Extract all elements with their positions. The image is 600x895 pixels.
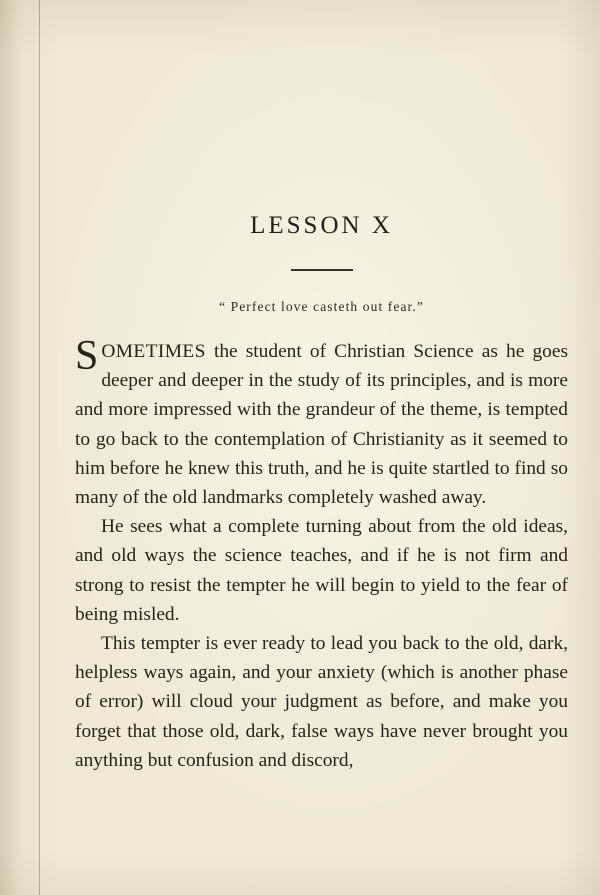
paragraph-2: He sees what a complete turning about from the old ideas, and old ways the science teaches, and if he is not firm and strong to resist the tempter he will begin to yield to the fear of being misled. (75, 516, 568, 625)
paragraph-1 (75, 333, 568, 512)
page-title: LESSON X (250, 212, 393, 239)
page-gutter-shadow (39, 0, 40, 895)
drop-cap: S (75, 333, 99, 379)
page-content (75, 0, 568, 895)
paragraph-1-text: the student of Christian Science as he goes deeper and deeper in the study of its principles, and is more and more impressed with the grandeur of the theme, is tempted to go back to the contemplation of Christianity as it seemed to him before he knew this truth, and he is quite startled to find so many of the old landmarks completely washed away. (75, 341, 568, 509)
epigraph-quote: “ Perfect love casteth out fear.” (219, 299, 424, 314)
divider-rule (291, 269, 353, 271)
body-text (75, 333, 568, 775)
title-divider (75, 269, 568, 271)
paragraph-1-lead: OMETIMES (101, 341, 206, 362)
paragraph-3: This tempter is ever ready to lead you back to the old, dark, helpless ways again, and your anxiety (which is another phase of error) will cloud your judgment as before, and make you forget that those old, dark, false ways have never brought you anything but confusion and discord, (75, 633, 568, 771)
